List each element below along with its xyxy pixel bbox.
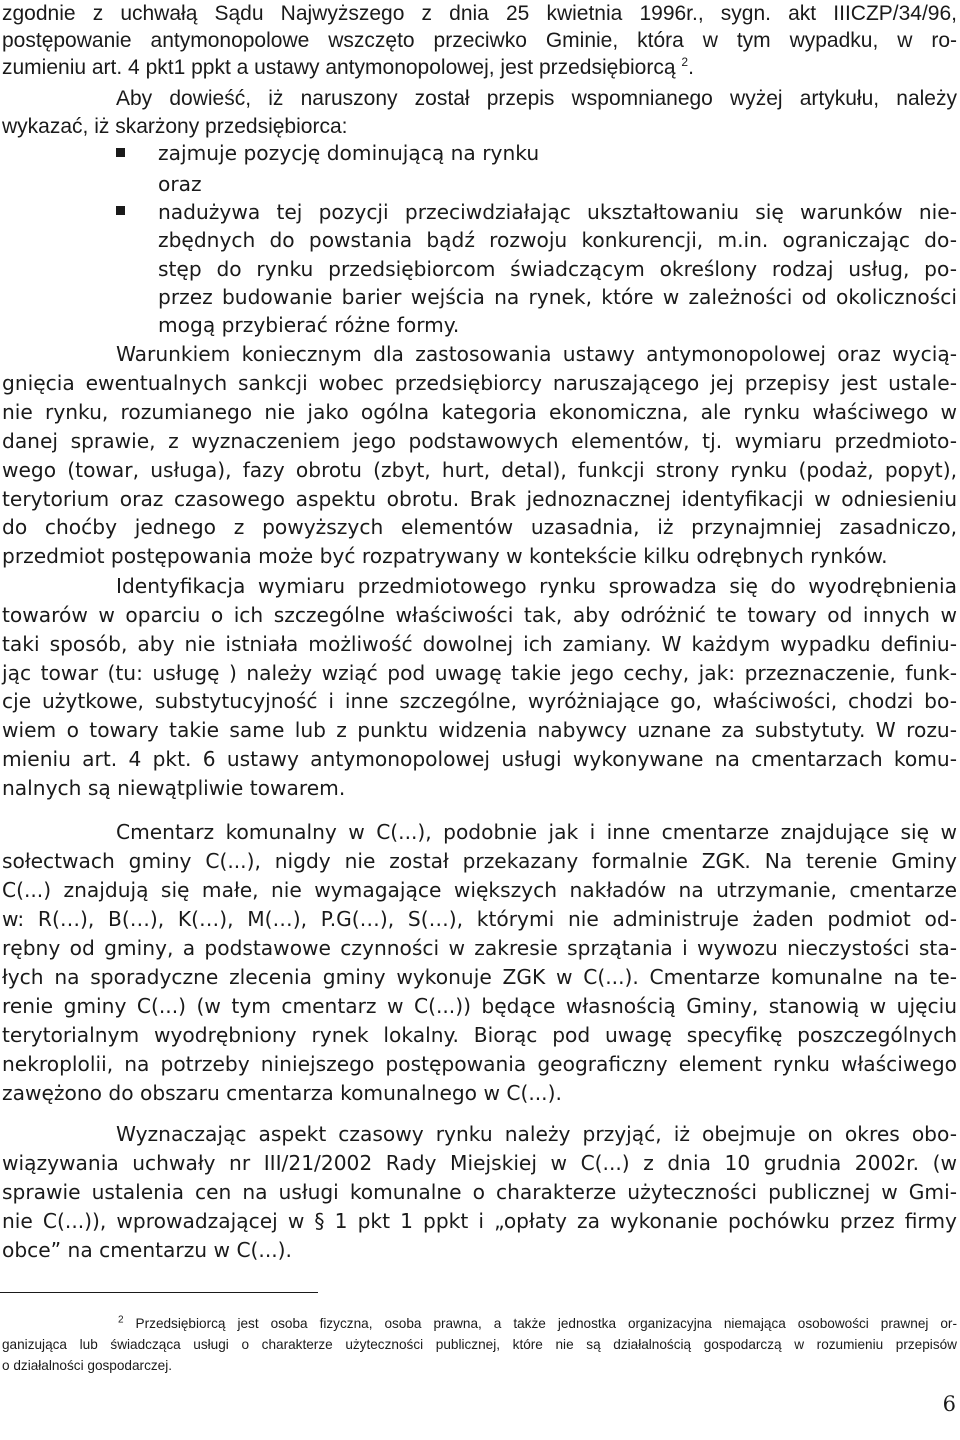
bullet-square-icon xyxy=(116,206,125,215)
text-line: nie rynku, rozumianego nie jako ogólna kategoria ekonomiczna, ale rynku właściwego w xyxy=(2,400,957,424)
text-line: Wyznaczając aspekt czasowy rynku należy przyjąć, iż obejmuje on okres obo- xyxy=(116,1122,957,1146)
text-line: Warunkiem koniecznym dla zastosowania ustawy antymonopolowej oraz wycią- xyxy=(116,342,957,366)
text-line: rębny od gminy, a podstawowe czynności w zakresie sprzątania i wywozu nieczystości sta- xyxy=(2,936,957,960)
text-line: nie C(...)), wprowadzającej w § 1 pkt 1 ppkt i „opłaty za wykonanie pochówku przez firmy xyxy=(2,1209,957,1233)
footnote-reference[interactable]: 2 xyxy=(681,55,689,69)
text-line: w: R(…), B(…), K(…), M(…), P.G(…), S(…), którymi nie administruje żaden podmiot od- xyxy=(2,907,957,931)
text-line: wykazać, iż skarżony przedsiębiorca: xyxy=(2,115,348,138)
text-span: zumieniu art. 4 pkt1 ppkt a ustawy antymonopolowej, jest przedsiębiorcą xyxy=(2,56,676,79)
text-line: danej sprawie, z wyznaczeniem jego podstawowych elementów, tj. wymiaru przedmioto- xyxy=(2,429,957,453)
text-line: Cmentarz komunalny w C(...), podobnie jak i inne cmentarze znajdujące się w xyxy=(116,820,957,844)
text-line: Identyfikacja wymiaru przedmiotowego rynku sprowadza się do wyodrębnienia xyxy=(116,574,957,598)
footnote-number: 2 xyxy=(118,1314,124,1326)
text-line: postępowanie antymonopolowe wszczęto przeciwko Gminie, która w tym wypadku, w ro- xyxy=(2,29,957,52)
list-item: nadużywa tej pozycji przeciwdziałając ukształtowaniu się warunków nie- xyxy=(158,200,957,224)
text-line: gnięcia ewentualnych sankcji wobec przedsiębiorcy naruszającego jej przepisy jest ustale- xyxy=(2,371,957,395)
text-line: terytorialnym wyodrębniony rynek lokalny. Biorąc pod uwagę specyfikę poszczególnych xyxy=(2,1023,957,1047)
text-line: nalnych są niewątpliwie towarem. xyxy=(2,776,346,800)
text-line: łych na sporadyczne zlecenia gminy wykonuje ZGK w C(...). Cmentarze komunalne na te- xyxy=(2,965,957,989)
list-item: zajmuje pozycję dominującą na rynku xyxy=(158,141,540,165)
text-line: nekroplolii, na potrzeby niniejszego postępowania geograficzny element rynku właściwego xyxy=(2,1052,957,1076)
bullet-square-icon xyxy=(116,148,125,157)
footnote-line: ganizująca lub świadcząca usługi o charakterze użyteczności publicznej, które nie są działalnością gospodarczą w rozumieniu przepisów xyxy=(2,1337,957,1352)
list-item: mogą przybierać różne formy. xyxy=(158,313,460,337)
list-item: stęp do rynku przedsiębiorcom świadczącym określony rodzaj usług, po- xyxy=(158,257,957,281)
text-line: taki sposób, aby nie istniała możliwość dowolnej ich zamiany. W każdym wypadku definiu- xyxy=(2,632,957,656)
text-line: do choćby jednego z powyższych elementów uzasadnia, iż przynajmniej zasadniczo, xyxy=(2,515,957,539)
text-line: towarów w oparciu o ich szczególne właściwości tak, aby odróżnić te towary od innych w xyxy=(2,603,957,627)
text-span: . xyxy=(688,56,694,79)
text-line: mieniu art. 4 pkt. 6 ustawy antymonopolowej usługi wykonywane na cmentarzach komu- xyxy=(2,747,957,771)
text-line: terytorium oraz czasowego aspektu obrotu. Brak jednoznacznej identyfikacji w odniesieniu xyxy=(2,487,957,511)
list-item: przez budowanie barier wejścia na rynek, które w zależności od okoliczności xyxy=(158,285,957,309)
text-line: wiem o towary takie same lub z punktu widzenia nabywcy uznane za substytuty. W rozu- xyxy=(2,718,957,742)
text-line: obce” na cmentarzu w C(...). xyxy=(2,1238,292,1262)
text-line: Aby dowieść, iż naruszony został przepis wspomnianego wyżej artykułu, należy xyxy=(116,87,957,110)
page-number: 6 xyxy=(942,1392,956,1416)
text-line: zawężono do obszaru cmentarza komunalnego w C(...). xyxy=(2,1081,562,1105)
text-line: oraz xyxy=(158,172,202,196)
text-line: zgodnie z uchwałą Sądu Najwyższego z dnia 25 kwietnia 1996r., sygn. akt IIICZP/34/96, xyxy=(2,2,957,25)
footnote-text: Przedsiębiorcą jest osoba fizyczna, osoba prawna, a także jednostka organizacyjna niemająca osobowości prawnej or- xyxy=(135,1316,957,1331)
text-line: wego (towar, usługa), fazy obrotu (zbyt, hurt, detal), funkcji strony rynku (podaż, popyt), xyxy=(2,458,957,482)
text-line: cje użytkowe, substytucyjność i inne szczególne, wyróżniające go, właściwości, chodzi bo- xyxy=(2,689,957,713)
text-line: wiązywania uchwały nr III/21/2002 Rady Miejskiej w C(...) z dnia 10 grudnia 2002r. (w xyxy=(2,1151,957,1175)
text-line: sprawie ustalenia cen na usługi komunalne o charakterze użyteczności publicznej w Gmi- xyxy=(2,1180,957,1204)
text-line: przedmiot postępowania może być rozpatrywany w kontekście kilku odrębnych rynków. xyxy=(2,544,888,568)
text-line xyxy=(2,54,957,81)
footnote-line xyxy=(118,1314,957,1334)
list-item: zbędnych do powstania bądź rozwoju konkurencji, m.in. ograniczając do- xyxy=(158,228,957,252)
text-line: sołectwach gminy C(...), nigdy nie został przekazany formalnie ZGK. Na terenie Gminy xyxy=(2,849,957,873)
footnote-separator xyxy=(0,1292,318,1293)
text-line: renie gminy C(...) (w tym cmentarz w C(...)) będące własnością Gminy, stanowią w ujęciu xyxy=(2,994,957,1018)
text-line: C(...) znajdują się małe, nie wymagające większych nakładów na utrzymanie, cmentarze xyxy=(2,878,957,902)
text-line: jąc towar (tu: usługę ) należy wziąć pod uwagę takie jego cechy, jak: przeznaczenie, funk- xyxy=(2,661,957,685)
footnote-line: o działalności gospodarczej. xyxy=(2,1358,173,1373)
